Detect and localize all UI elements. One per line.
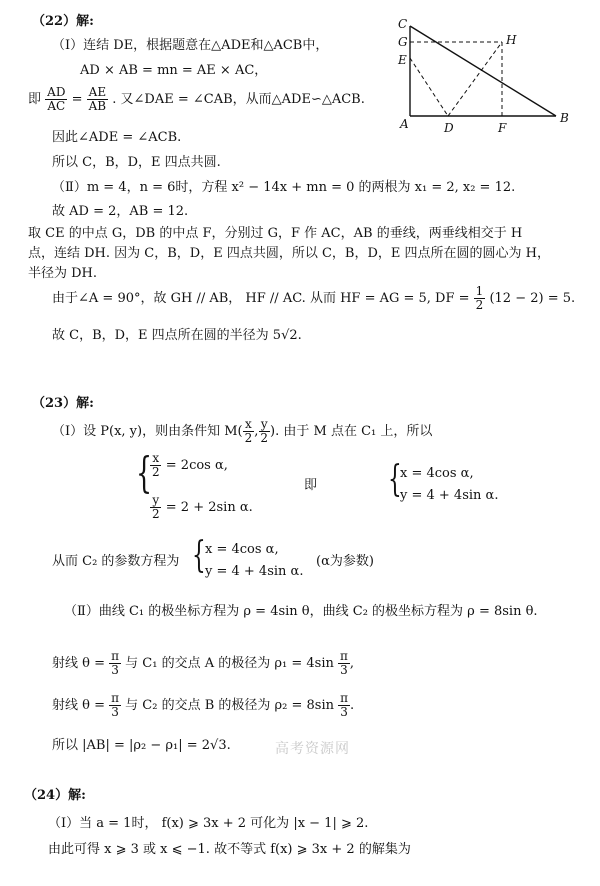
fraction-denominator: 3: [340, 663, 348, 678]
system-2-eq-1: x = 4cos α,: [400, 466, 474, 481]
q22-line-3-suffix: . 又∠DAE = ∠CAB，从而△ADE∽△ACB.: [112, 92, 365, 108]
geometry-figure: [396, 12, 586, 142]
q23-line-3: （Ⅱ）曲线 C₁ 的极坐标方程为 ρ = 4sin θ，曲线 C₂ 的极坐标方程为 ρ = 8sin θ.: [64, 604, 538, 619]
fraction-pi-over-3: [109, 692, 121, 719]
fraction-ae-ab: [87, 86, 108, 113]
fraction-pi-over-3: [338, 650, 350, 677]
fraction-pi-over-3: [109, 650, 121, 677]
q22-line-6: （Ⅱ）m = 4，n = 6时，方程 x² − 14x + mn = 0 的两根为 x₁ = 2, x₂ = 12.: [52, 180, 516, 195]
q22-line-9: 点，连结 DH. 因为 C，B，D，E 四点共圆，所以 C，B，D，E 四点所在圆的圆心为 H，: [28, 246, 550, 261]
fraction-numerator: 1: [475, 284, 484, 298]
fraction-denominator: 2: [260, 431, 269, 446]
point-label-d: D: [444, 121, 454, 135]
system-3-eq-2: y = 4 + 4sin α.: [205, 564, 304, 579]
q22-line-5: 所以 C，B，D，E 四点共圆.: [52, 155, 221, 170]
fraction-numerator: π: [340, 691, 349, 705]
q24-title: （24）解:: [24, 788, 86, 803]
fraction-y-over-2: [150, 494, 162, 521]
fraction-numerator: AD: [47, 85, 66, 99]
fraction-denominator: AC: [47, 99, 66, 114]
q23-line-1: [52, 418, 432, 445]
fraction-y-over-2: [258, 418, 270, 445]
fraction-x-over-2: [150, 452, 162, 479]
q22-line-8: 取 CE 的中点 G，DB 的中点 F，分别过 G，F 作 AC，AB 的垂线，两垂线相交于 H: [28, 226, 523, 241]
fraction-x-over-2: [243, 418, 255, 445]
fraction-denominator: 2: [475, 298, 484, 313]
system-1-eq-2: [150, 494, 253, 521]
fraction-numerator: π: [111, 691, 120, 705]
q22-line-4: 因此∠ADE = ∠ACB.: [52, 130, 182, 145]
fraction-one-half: [474, 285, 486, 312]
q22-line-3: [28, 86, 365, 113]
system-2-eq-2: y = 4 + 4sin α.: [400, 488, 499, 503]
q22-line-2: AD × AB = mn = AE × AC，: [80, 63, 268, 78]
point-label-c: C: [398, 17, 408, 31]
q23-line-5-prefix: 射线 θ =: [52, 698, 105, 714]
q22-line-3-prefix: 即: [28, 92, 42, 108]
q22-line-11: [52, 285, 575, 312]
fraction-numerator: x: [152, 451, 160, 465]
ji-connector: 即: [304, 478, 318, 493]
segment-cb: [410, 26, 556, 116]
q22-line-1: （Ⅰ）连结 DE，根据题意在△ADE和△ACB中，: [52, 38, 329, 53]
fraction-denominator: 2: [152, 465, 160, 480]
q23-line-5-middle: 与 C₂ 的交点 B 的极径为 ρ₂ = 8sin: [125, 698, 335, 714]
q23-line-6: 所以 |AB| = |ρ₂ − ρ₁| = 2√3.: [52, 738, 231, 753]
fraction-numerator: x: [245, 417, 252, 431]
system-1-eq-1: [150, 452, 228, 479]
fraction-pi-over-3: [338, 692, 350, 719]
fraction-denominator: 2: [244, 431, 253, 446]
fraction-numerator: y: [152, 493, 160, 507]
point-label-b: B: [560, 111, 569, 125]
q22-title: （22）解:: [32, 14, 94, 29]
q22-line-10: 半径为 DH.: [28, 266, 98, 281]
q23-line-4-prefix: 射线 θ =: [52, 656, 105, 672]
q22-line-12: 故 C，B，D，E 四点所在圆的半径为 5√2.: [52, 328, 302, 343]
watermark: 高考资源网: [275, 741, 350, 757]
equation-rhs: = 2 + 2sin α.: [165, 500, 253, 516]
q22-line-11-prefix: 由于∠A = 90°，故 GH // AB， HF // AC. 从而 HF = AG = 5, DF =: [52, 291, 470, 307]
left-brace: {: [192, 535, 206, 576]
q23-line-1-prefix: （Ⅰ）设 P(x, y)，则由条件知 M(: [52, 424, 243, 440]
q24-line-2: 由此可得 x ⩾ 3 或 x ⩽ −1. 故不等式 f(x) ⩾ 3x + 2 的解集为: [48, 842, 411, 857]
point-label-h: H: [506, 33, 517, 47]
fraction-denominator: 2: [152, 507, 160, 522]
fraction-ad-ac: [45, 86, 67, 113]
left-brace: {: [388, 459, 402, 500]
equals-sign: =: [71, 92, 83, 108]
fraction-numerator: y: [260, 417, 268, 431]
fraction-denominator: 3: [111, 663, 119, 678]
segment-ed: [410, 58, 448, 116]
fraction-denominator: 3: [340, 705, 348, 720]
q22-line-7: 故 AD = 2，AB = 12.: [52, 204, 189, 219]
q23-line-4: [52, 650, 354, 677]
q23-line-4-middle: 与 C₁ 的交点 A 的极径为 ρ₁ = 4sin: [125, 656, 334, 672]
q23-line-2-suffix: (α为参数): [316, 554, 374, 569]
fraction-denominator: 3: [111, 705, 119, 720]
fraction-numerator: π: [340, 649, 348, 663]
q23-line-5-suffix: .: [350, 698, 355, 714]
q23-line-2-prefix: 从而 C₂ 的参数方程为: [52, 554, 180, 569]
point-label-f: F: [498, 121, 507, 135]
left-brace: {: [136, 448, 153, 497]
q24-line-1: （Ⅰ）当 a = 1时， f(x) ⩾ 3x + 2 可化为 |x − 1| ⩾ 2.: [48, 816, 369, 831]
system-3-eq-1: x = 4cos α,: [205, 542, 279, 557]
point-label-e: E: [398, 53, 407, 67]
segment-dh: [448, 42, 502, 116]
q23-line-4-suffix: ,: [349, 656, 355, 672]
equation-rhs: = 2cos α,: [165, 458, 228, 474]
q22-line-11-suffix: (12 − 2) = 5.: [489, 291, 576, 307]
q23-line-5: [52, 692, 354, 719]
fraction-denominator: AB: [88, 99, 107, 114]
fraction-numerator: π: [111, 649, 120, 663]
fraction-numerator: AE: [88, 85, 107, 99]
q23-line-1-suffix: ). 由于 M 点在 C₁ 上，所以: [270, 424, 433, 440]
point-label-g: G: [398, 35, 408, 49]
point-label-a: A: [400, 117, 409, 131]
comma: ,: [254, 424, 259, 440]
q23-title: （23）解:: [32, 396, 94, 411]
